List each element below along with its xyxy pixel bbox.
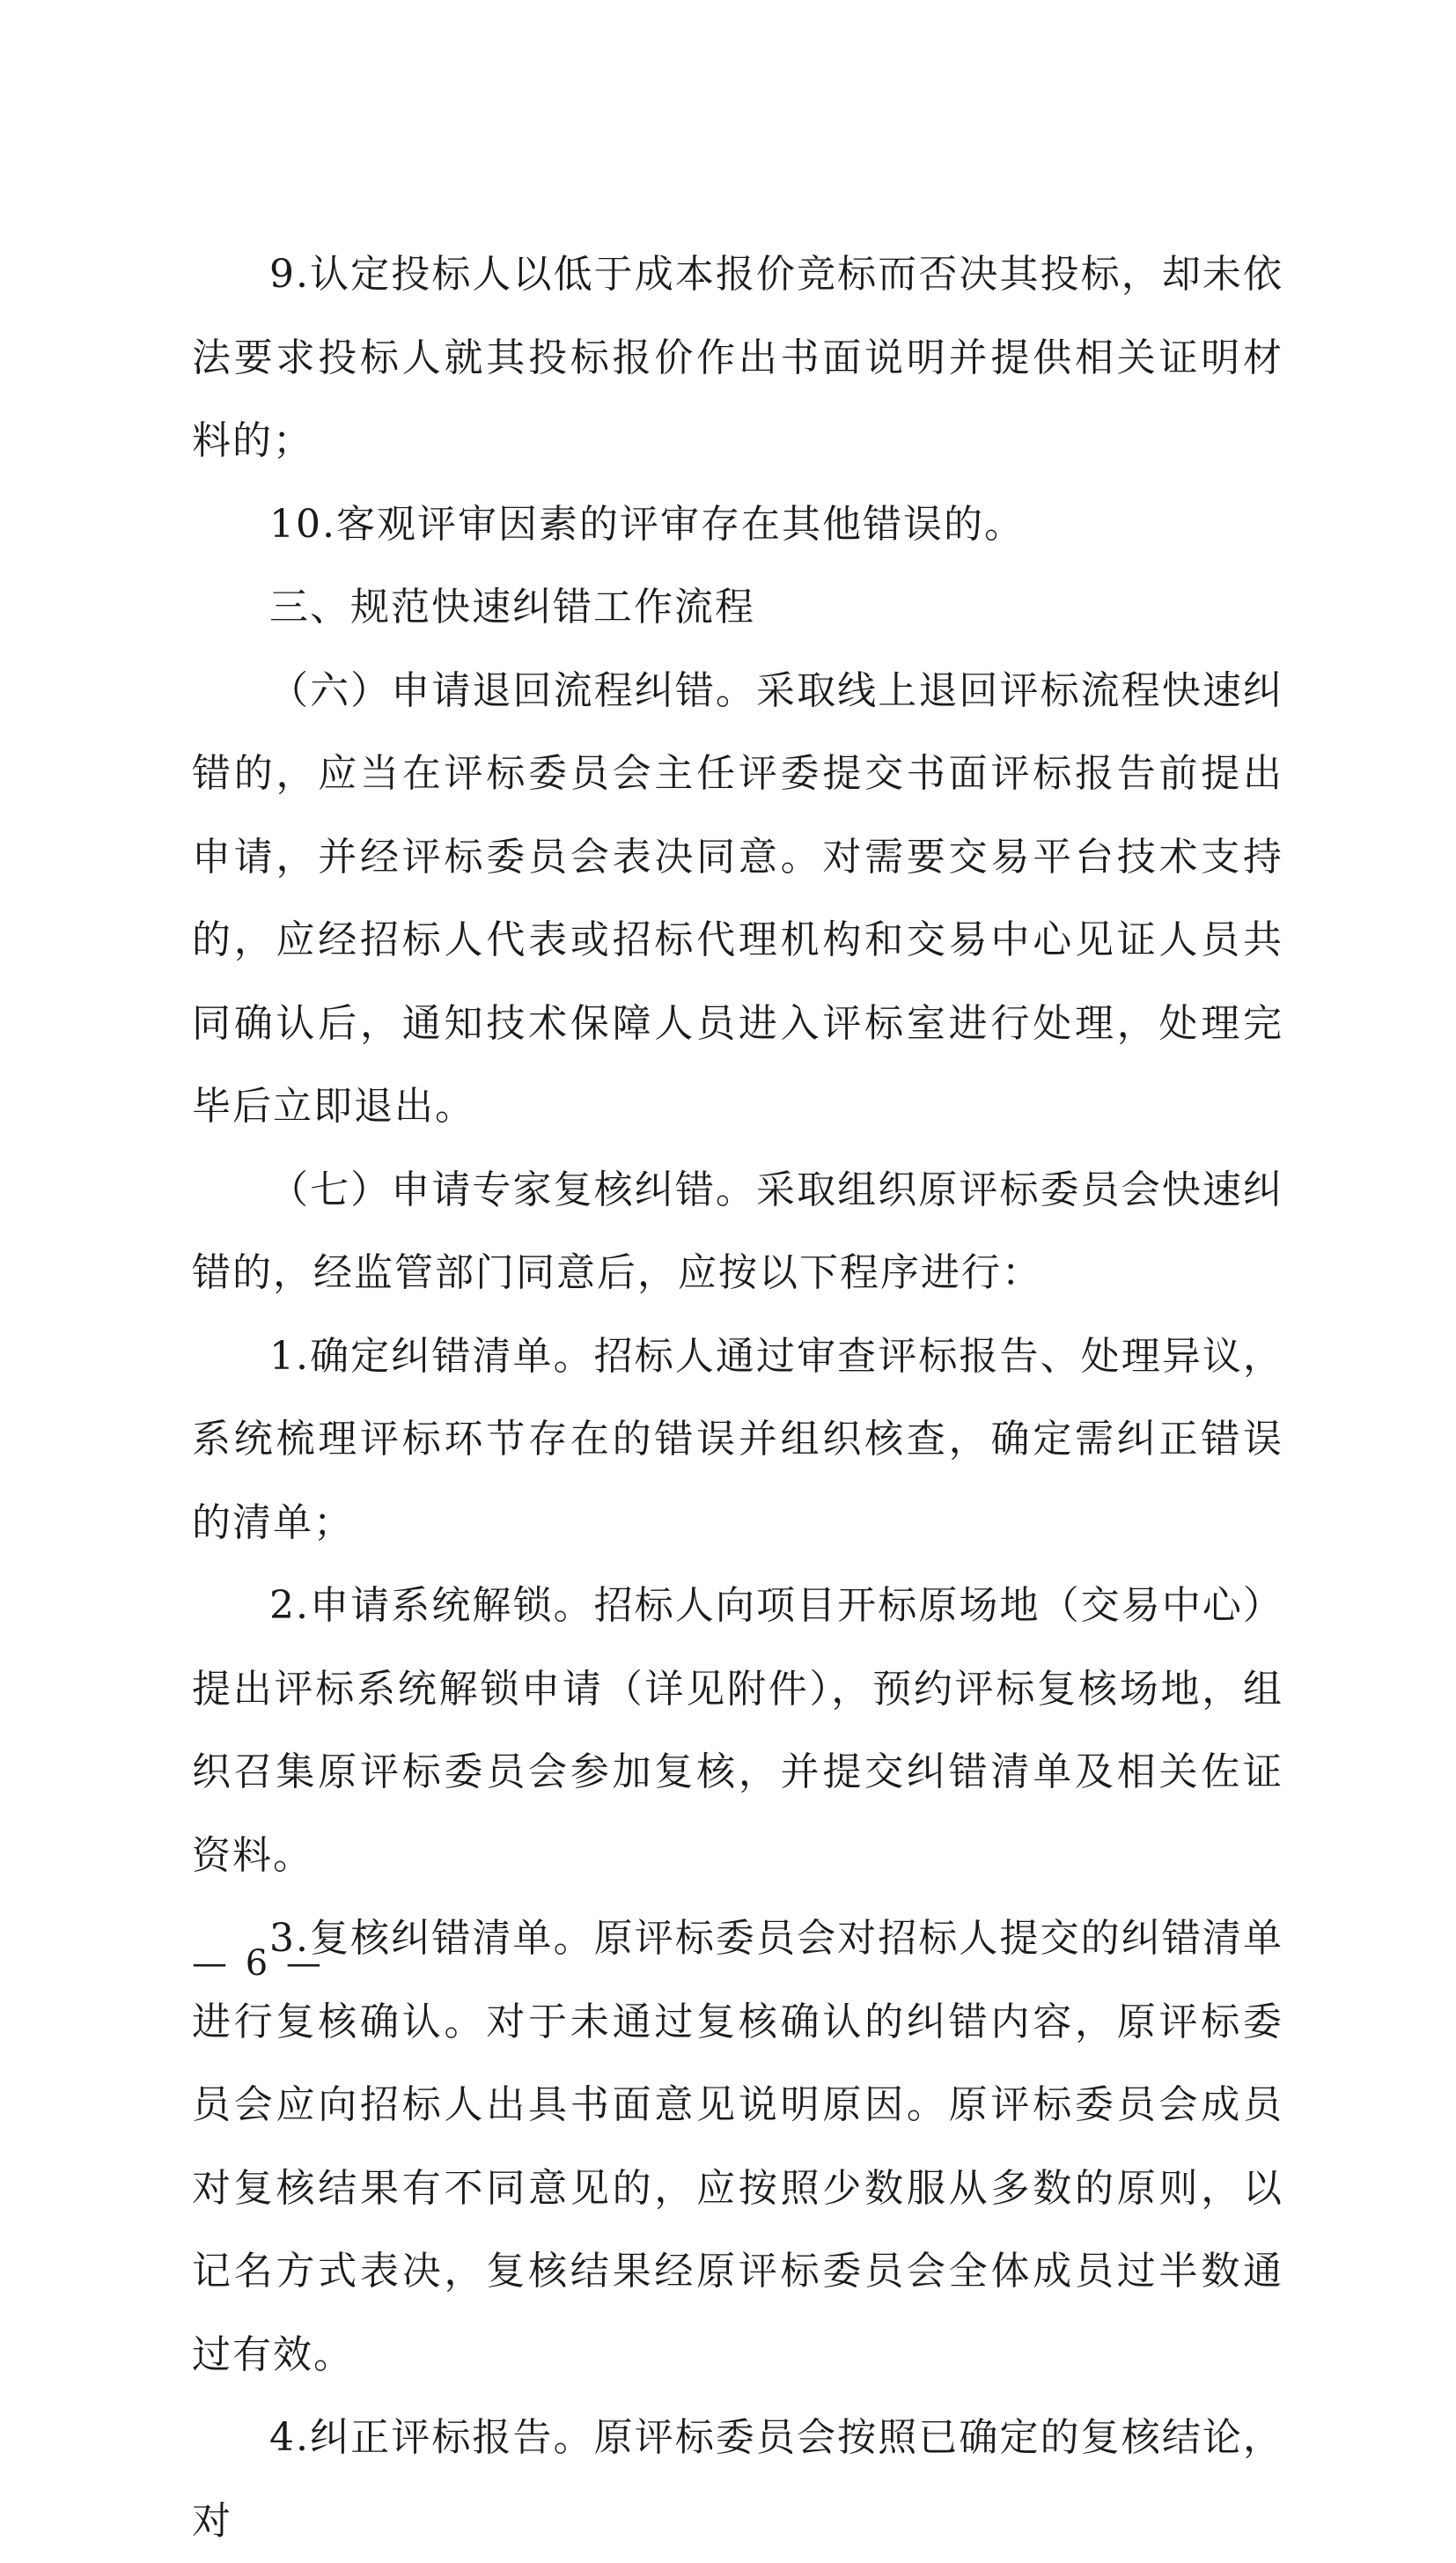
page-number: — 6 — — [192, 1943, 325, 1984]
document-body — [192, 233, 1283, 2563]
section-heading-3: 三、规范快速纠错工作流程 — [269, 585, 755, 630]
paragraph-step-3: 3.复核纠错清单。原评标委员会对招标人提交的纠错清单进行复核确认。对于未通过复核确认的纠错内容，原评标委员会应向招标人出具书面意见说明原因。原评标委员会成员对复核结果有不同意见的，应按照少数服从多数的原则，以记名方式表决，复核结果经原评标委员会全体成员过半数通过有效。 — [192, 1916, 1283, 2377]
paragraph-item-9: 9.认定投标人以低于成本报价竞标而否决其投标，却未依法要求投标人就其投标报价作出书面说明并提供相关证明材料的； — [192, 252, 1283, 463]
paragraph-step-2: 2.申请系统解锁。招标人向项目开标原场地（交易中心）提出评标系统解锁申请（详见附件），预约评标复核场地，组织召集原评标委员会参加复核，并提交纠错清单及相关佐证资料。 — [192, 1583, 1283, 1878]
paragraph-item-10: 10.客观评审因素的评审存在其他错误的。 — [269, 501, 1025, 547]
paragraph-step-1: 1.确定纠错清单。招标人通过审查评标报告、处理异议，系统梳理评标环节存在的错误并组织核查，确定需纠正错误的清单； — [192, 1333, 1283, 1545]
paragraph-step-4: 4.纠正评标报告。原评标委员会按照已确定的复核结论，对 — [192, 2415, 1283, 2544]
paragraph-six-return-process: （六）申请退回流程纠错。采取线上退回评标流程快速纠错的，应当在评标委员会主任评委提交书面评标报告前提出申请，并经评标委员会表决同意。对需要交易平台技术支持的，应经招标人代表或招标代理机构和交易中心见证人员共同确认后，通知技术保障人员进入评标室进行处理，处理完毕后立即退出。 — [192, 667, 1283, 1129]
paragraph-seven-expert-review: （七）申请专家复核纠错。采取组织原评标委员会快速纠错的，经监管部门同意后，应按以下程序进行： — [192, 1167, 1283, 1295]
